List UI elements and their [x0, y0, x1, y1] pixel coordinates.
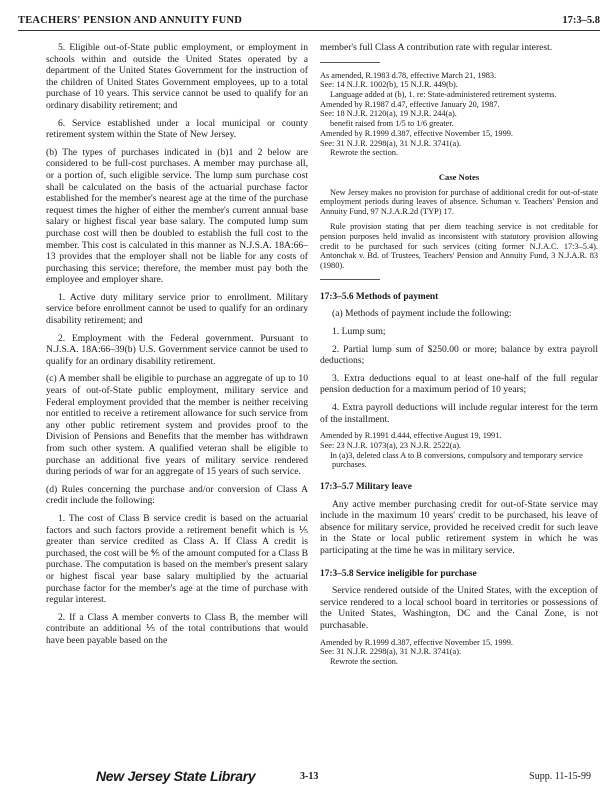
- history-note: [320, 638, 598, 667]
- paragraph: member's full Class A contribution rate with regular interest.: [320, 42, 553, 53]
- paragraph: (b) The types of purchases indicated in (b)1 and 2 below are considered to be full-cost purchases. A member may purchase all, or a portion of, such eligible service. The lump sum purchase cost shall be calculated on the basis of the actuarial purchase factor established for the member's nearest age at the time of the purchase request times the higher of either the member's current annual base salary or highest fiscal year base salary. The computed lump sum purchase cost will then be doubled to establish the full cost to the member. This cost is calculated in this manner as N.J.S.A. 18A:66–13 provides that the employer shall not be liable for any costs of purchasing this service; therefore, the member must pay both the employee and employer share.: [46, 146, 308, 286]
- paragraph: 1. Active duty military service prior to enrollment. Military service before enrollment cannot be used to qualify for an ordinary disability retirement; and: [46, 291, 308, 327]
- history-note: [320, 431, 598, 470]
- supplement-date: Supp. 11-15-99: [529, 771, 591, 782]
- history-line: In (a)3, deleted class A to B conversions, compulsory and temporary service purchases.: [330, 450, 583, 470]
- library-stamp: New Jersey State Library: [96, 768, 256, 784]
- case-notes-heading: Case Notes: [438, 171, 480, 182]
- history-line: See: 18 N.J.R. 2120(a), 19 N.J.R. 244(a).: [320, 109, 457, 119]
- history-line: See: 31 N.J.R. 2298(a), 31 N.J.R. 3741(a).: [320, 647, 462, 657]
- section-heading: 17:3–5.8 Service ineligible for purchase: [320, 568, 477, 579]
- paragraph: Any active member purchasing credit for out-of-State service may include in the maximum 10 years' credit to be purchased, his leave of absence for military service, provided he received credit for such leave in the State or local public retirement system in which he was participating at the time he was in military service.: [320, 498, 598, 557]
- history-line: Rewrote the section.: [330, 148, 398, 158]
- list-item: 4. Extra payroll deductions will include regular interest for the term of the installment.: [320, 402, 598, 425]
- history-note: [320, 71, 598, 158]
- page-number: 3-13: [300, 771, 319, 782]
- list-item: 2. Partial lump sum of $250.00 or more; balance by extra payroll deductions;: [320, 343, 598, 367]
- history-line: See: 23 N.J.R. 1073(a), 23 N.J.R. 2522(a).: [320, 440, 462, 450]
- paragraph: 2. If a Class A member converts to Class B, the member will contribute an additional ⅕ of the total contributions that would have been payable based on the: [46, 611, 308, 646]
- paragraph: (a) Methods of payment include the following:: [332, 308, 512, 320]
- list-item: 1. Lump sum;: [332, 326, 386, 338]
- paragraph: 2. Employment with the Federal government. Pursuant to N.J.S.A. 18A:66–39(b) U.S. Government service cannot be used to qualify for an ordinary disability retirement.: [46, 332, 308, 367]
- page-footer: [0, 768, 613, 792]
- case-note: New Jersey makes no provision for purchase of additional credit for out-of-state employment periods during leaves of absence. Schuman v. Teachers' Pension and Annuity Fund, 97 N.J.A.R.2d (TYP) 17.: [320, 187, 598, 217]
- section-heading: 17:3–5.7 Military leave: [320, 482, 412, 493]
- case-note: Rule provision stating that per diem teaching service is not creditable for pension purposes held invalid as inconsistent with statutory provision allowing credit to be purchased for such services (citing former N.J.A.C. 17:3–5.4). Antonchak v. Bd. of Trustees, Teachers' Pension and Annuity Fund, 3 N.J.A.R. 83 (1980).: [320, 221, 598, 271]
- history-line: See: 14 N.J.R. 1002(b), 15 N.J.R. 449(b).: [320, 80, 458, 90]
- paragraph: 1. The cost of Class B service credit is based on the actuarial factors and such factors provide a retirement benefit which is ⅕ greater than service credited as Class A. If Class A credit is purchased, the cost will be ⅘ of the amount computed for a Class B purchase. The computation is based on the member's present salary or highest fiscal year base salary multiplied by the actuarial purchase factor for the member's age at the time of purchase with regular interest.: [46, 512, 308, 606]
- divider: [320, 62, 380, 63]
- header-section: 17:3–5.8: [562, 15, 600, 26]
- history-line: Amended by R.1999 d.387, effective November 15, 1999.: [320, 637, 513, 647]
- paragraph: (d) Rules concerning the purchase and/or conversion of Class A credit include the following:: [46, 483, 308, 507]
- list-item: 3. Extra deductions equal to at least one-half of the full regular pension deduction for a maximum period of 10 years;: [320, 372, 598, 396]
- paragraph: (c) A member shall be eligible to purchase an aggregate of up to 10 years of out-of-State public employment, military service and Federal employment provided that the member is neither receiving nor entitled to receive a retirement allowance for such service from any other public retirement system and provides proof to the Division of Pensions and Benefits that the member has withdrawn from such other system. A qualified veteran shall be eligible to purchase an additional five years of military service rendered during periods of war for an aggregate of 15 years of such service.: [46, 373, 308, 478]
- history-line: As amended, R.1983 d.78, effective March 21, 1983.: [320, 70, 497, 80]
- paragraph: 5. Eligible out-of-State public employment, or employment in schools within and outside the United States operated by a department of the United States Government for the instruction of the children of United States Government employees, up to a total purchase of 10 years. This service cannot be used to qualify for an ordinary disability retirement; and: [46, 42, 308, 111]
- paragraph: Service rendered outside of the United States, with the exception of service rendered to a local school board in territories or possessions of the United States, Washington, DC and the Canal Zone, is not purchasable.: [320, 585, 598, 631]
- header-title: TEACHERS' PENSION AND ANNUITY FUND: [18, 15, 243, 26]
- history-line: See: 31 N.J.R. 2298(a), 31 N.J.R. 3741(a).: [320, 138, 462, 148]
- history-line: Amended by R.1987 d.47, effective January 20, 1987.: [320, 99, 500, 109]
- history-line: Language added at (b), 1. re: State-administered retirement systems.: [330, 90, 557, 99]
- history-line: Rewrote the section.: [330, 656, 398, 666]
- running-header: [18, 14, 600, 31]
- section-heading: 17:3–5.6 Methods of payment: [320, 291, 439, 302]
- history-line: Amended by R.1991 d.444, effective August 19, 1991.: [320, 431, 502, 441]
- paragraph: 6. Service established under a local municipal or county retirement system within the State of New Jersey.: [46, 117, 308, 141]
- history-line: benefit raised from 1/5 to 1/6 greater.: [330, 119, 454, 129]
- history-line: Amended by R.1999 d.387, effective November 15, 1999.: [320, 128, 513, 138]
- right-column: [320, 42, 598, 667]
- divider: [320, 279, 380, 280]
- left-column: [46, 42, 308, 653]
